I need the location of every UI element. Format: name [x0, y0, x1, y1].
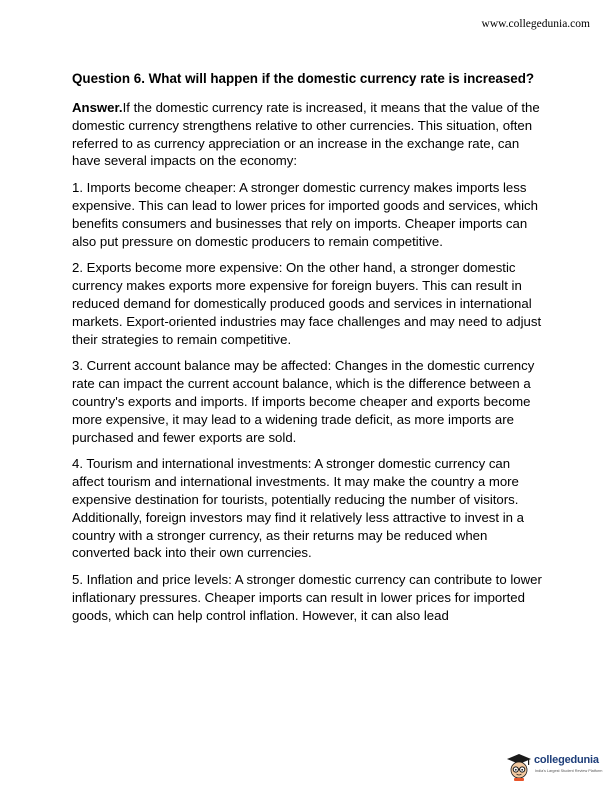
point-current-account: 3. Current account balance may be affected: Changes in the domestic currency rate can impact the current account balance, which is the difference between a country's exports and imports. If imports become cheaper and exports become more expensive, it may lead to a widening trade deficit, as more imports are purchased and fewer exports are sold.: [72, 358, 535, 445]
answer-intro: If the domestic currency rate is increased, it means that the value of the domestic currency strengthens relative to other currencies. This situation, often referred to as currency appreciation or an increase in the exchange rate, can have several impacts on the economy:: [72, 100, 540, 169]
question-heading: Question 6. What will happen if the domestic currency rate is increased?: [72, 71, 535, 86]
logo-wordmark: collegedunia: [534, 754, 599, 766]
document-body: [72, 70, 542, 634]
logo-mascot-icon: [506, 752, 532, 782]
header-url: www.collegedunia.com: [481, 18, 590, 30]
point-tourism: 4. Tourism and international investments: A stronger domestic currency can affect tourism and international investments. It may make the country a more expensive destination for tourists, potentially reducing the number of visitors. Additionally, foreign investors may find it relatively less attractive to invest in a country with a stronger currency, as their returns may be reduced when converted back into their own currencies.: [72, 456, 524, 561]
point-inflation: 5. Inflation and price levels: A stronger domestic currency can contribute to lower inflationary pressures. Cheaper imports can result in lower prices for imported goods, which can help control inflation. However, it can also lead: [72, 572, 542, 623]
point-imports: 1. Imports become cheaper: A stronger domestic currency makes imports less expensive. This can lead to lower prices for imported goods and services, which benefits consumers and businesses that rely on imports. Cheaper imports can also put pressure on domestic producers to remain competitive.: [72, 180, 538, 249]
logo-tagline: India's Largest Student Review Platform: [535, 769, 603, 773]
collegedunia-logo: [506, 750, 606, 784]
answer-paragraph: [72, 99, 542, 170]
answer-label: Answer.: [72, 100, 123, 115]
point-exports: 2. Exports become more expensive: On the other hand, a stronger domestic currency makes exports more expensive for foreign buyers. This can result in reduced demand for domestically produced goods and services in international markets. Export-oriented industries may face challenges and may need to adjust their strategies to remain competitive.: [72, 260, 542, 347]
